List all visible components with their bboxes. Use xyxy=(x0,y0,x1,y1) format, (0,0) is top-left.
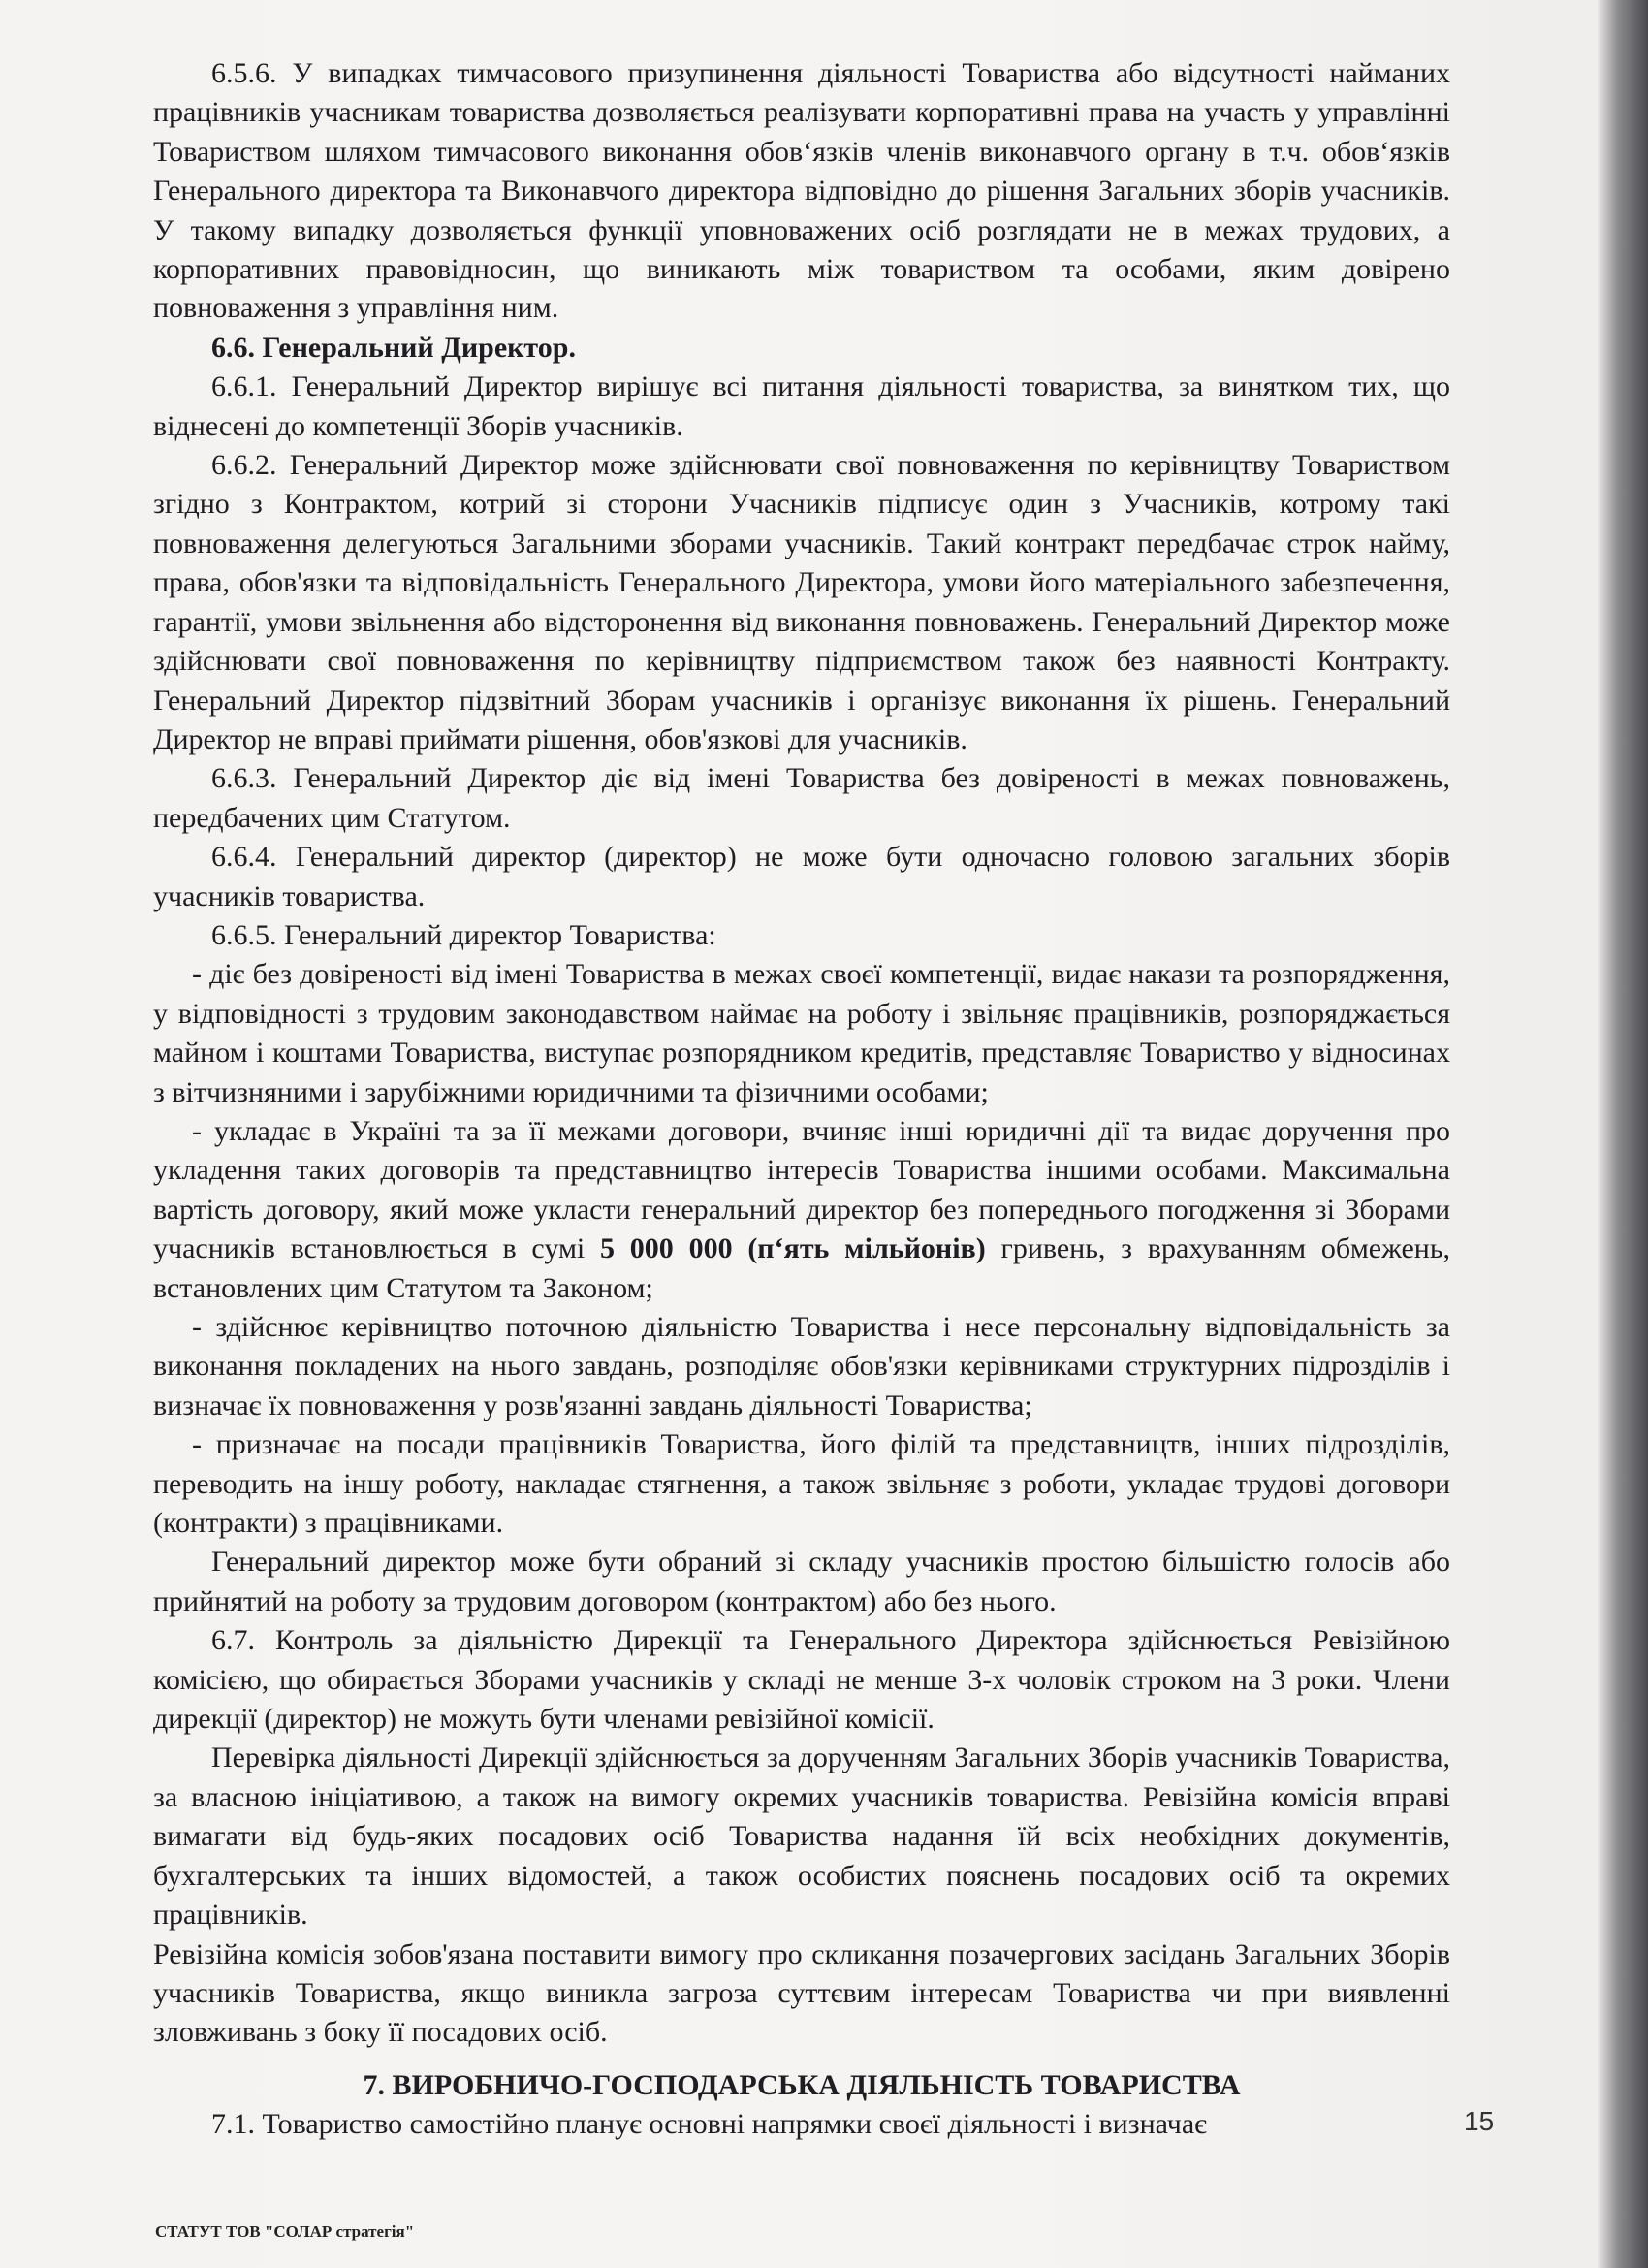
list-item-acts-without-power: - діє без довіреності від імені Товариства в межах своєї компетенції, видає накази та розпорядження, у відповідності з трудовим законодавством наймає на роботу і звільняє працівників, розпоряджається майном і коштами Товариства, виступає розпорядником кредитів, представляє Товариство у відносинах з вітчизняними і зарубіжними юридичними та фізичними особами; xyxy=(153,958,1450,1108)
page-footer: СТАТУТ ТОВ "СОЛАР стратегія" xyxy=(155,2222,415,2241)
paragraph-6-6-4: 6.6.4. Генеральний директор (директор) не може бути одночасно головою загальних зборів учасників товариства. xyxy=(153,841,1450,912)
paragraph-6-5-6: 6.5.6. У випадках тимчасового призупинення діяльності Товариства або відсутності найманих працівників учасникам товариства дозволяється реалізувати корпоративні права на участь у управлінні Товариством шляхом тимчасового виконання обов‘язків членів виконавчого органу в т.ч. обов‘язків Генерального директора та Виконавчого директора відповідно до рішення Загальних зборів учасників. У такому випадку дозволяється функції уповноважених осіб розглядати не в межах трудових, а корпоративних правовідносин, що виникають між товариством та особами, яким довірено повноваження з управління ним. xyxy=(153,57,1450,325)
list-item-management: - здійснює керівництво поточною діяльністю Товариства і несе персональну відповідальність за виконання покладених на нього завдань, розподіляє обов'язки керівниками структурних підрозділів і визначає їх повноваження у розв'язанні завдань діяльності Товариства; xyxy=(153,1311,1450,1421)
paragraph-6-7: 6.7. Контроль за діяльністю Дирекції та Генерального Директора здійснюється Ревізійною комісією, що обирається Зборами учасників у складі не менше 3-х чоловік строком на 3 роки. Члени дирекції (директор) не можуть бути членами ревізійної комісії. xyxy=(153,1624,1450,1736)
list-item-appoints: - призначає на посади працівників Товариства, його філій та представництв, інших підрозділів, переводить на іншу роботу, накладає стягнення, а також звільняє з роботи, укладає трудові договори (контракти) з працівниками. xyxy=(153,1428,1450,1540)
paragraph-6-6-1: 6.6.1. Генеральний Директор вирішує всі питання діяльності товариства, за винятком тих, що віднесені до компетенції Зборів учасників. xyxy=(153,370,1450,442)
paragraph-director-election: Генеральний директор може бути обраний зі складу учасників простою більшістю голосів або прийнятий на роботу за трудовим договором (контрактом) або без нього. xyxy=(153,1546,1450,1617)
section-heading-7: 7. ВИРОБНИЧО-ГОСПОДАРСЬКА ДІЯЛЬНІСТЬ ТОВАРИСТВА xyxy=(363,2068,1241,2101)
paragraph-6-6-5: 6.6.5. Генеральний директор Товариства: xyxy=(211,918,716,951)
contract-limit-text: - укладає в Україні та за її межами договори, вчиняє інші юридичні дії та видає доручення про укладення таких договорів та представництво інтересів Товариства іншими особами. Максимальна вартість договору, який може укласти генеральний директор без попереднього погодження зі Зборами учасників встановлюється в сумі xyxy=(153,1114,1450,1265)
paragraph-audit: Перевірка діяльності Дирекції здійснюється за дорученням Загальних Зборів учасників Товариства, за власною ініціативою, а також на вимогу окремих учасників товариства. Ревізійна комісія вправі вимагати від будь-яких посадових осіб Товариства надання їй всіх необхідних документів, бухгалтерських та інших відомостей, а також особистих пояснень посадових осіб та окремих працівників. xyxy=(153,1741,1450,1932)
page-number: 15 xyxy=(1464,2106,1495,2136)
paragraph-6-6-2: 6.6.2. Генеральний Директор може здійснювати свої повноваження по керівництву Товариством згідно з Контрактом, котрий зі сторони Учасників підписує один з Учасників, котрому такі повноваження делегуються Загальними зборами учасників. Такий контракт передбачає строк найму, права, обов'язки та відповідальність Генерального Директора, умови його матеріального забезпечення, гарантії, умови звільнення або відсторонення від виконання повноважень. Генеральний Директор може здійснювати свої повноваження по керівництву підприємством також без наявності Контракту. Генеральний Директор підзвітний Зборам учасників і організує виконання їх рішень. Генеральний Директор не вправі приймати рішення, обов'язкові для учасників. xyxy=(153,449,1450,755)
scan-edge-shadow xyxy=(1598,0,1648,2268)
contract-limit-tail: гривень, з врахуванням обмежень, встановлених цим Статутом та Законом; xyxy=(153,1232,1451,1304)
contract-limit-amount: 5 000 000 (п‘ять мільйонів) xyxy=(600,1232,986,1265)
paragraph-6-6-3: 6.6.3. Генеральний Директор діє від імені Товариства без довіреності в межах повноважень, передбачених цим Статутом. xyxy=(153,762,1450,834)
document-body xyxy=(153,54,1450,2144)
paragraph-7-1: 7.1. Товариство самостійно планує основні напрямки своєї діяльності і визначає xyxy=(211,2107,1208,2140)
section-heading-6-6: 6.6. Генеральний Директор. xyxy=(211,331,576,364)
list-item-concludes-contracts xyxy=(153,1112,1450,1308)
paragraph-audit-commission: Ревізійна комісія зобов'язана поставити вимогу про скликання позачергових засідань Загальних Зборів учасників Товариства, якщо виникла загроза суттєвим інтересам Товариства чи при виявленні зловживань з боку її посадових осіб. xyxy=(153,1937,1450,2049)
